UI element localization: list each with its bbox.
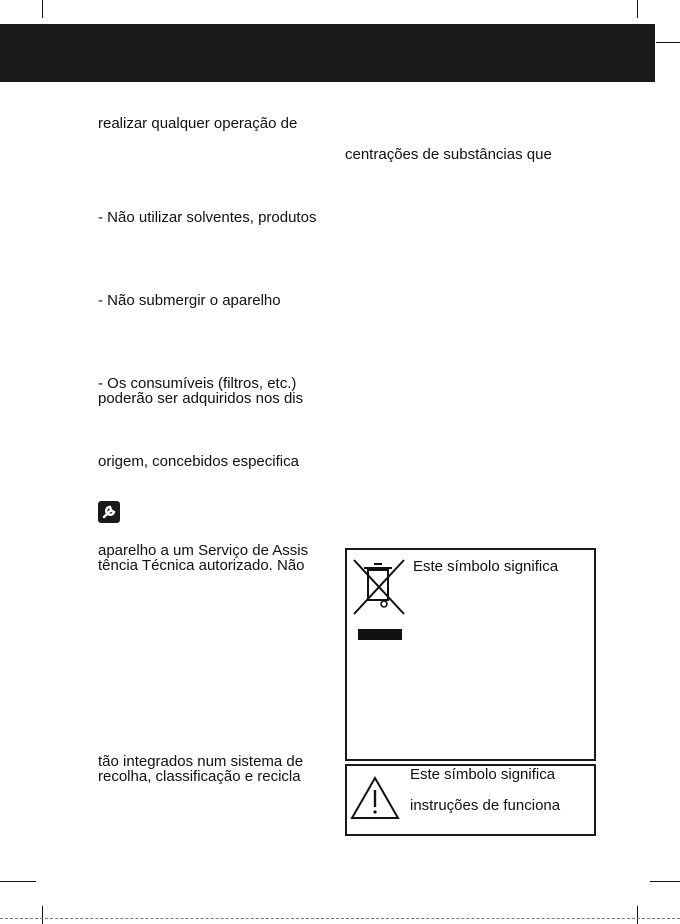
recycle-box-text: Este símbolo significa [413,558,559,575]
text-line: origem, concebidos especifica [98,453,299,470]
crop-mark-bottom-left [42,906,43,924]
text-line: aparelho a um Serviço de Assis [98,542,309,559]
crop-mark-left-bottom [0,881,36,882]
text-line: realizar qualquer operação de [98,115,298,132]
crop-mark-right-bottom [650,881,680,882]
warning-box-text-1: Este símbolo significa [410,766,556,783]
warning-box-text-2: instruções de funciona [410,797,561,814]
text-line: tão integrados num sistema de [98,753,304,770]
text-line: centrações de substâncias que [345,146,552,163]
page-bottom-edge [0,918,680,919]
text-line: poderão ser adquiridos nos dis [98,390,304,407]
crop-mark-top-right [637,0,638,18]
text-line: tência Técnica autorizado. Não [98,557,305,574]
text-line: recolha, classificação e recicla [98,768,301,785]
wrench-icon [98,501,120,523]
header-band [0,24,655,82]
crop-mark-bottom-right [637,906,638,924]
crop-mark-right-top [656,42,680,43]
text-line: - Não utilizar solventes, produtos [98,209,317,226]
solid-bar-icon [358,629,402,640]
text-line: - Não submergir o aparelho [98,292,281,309]
crop-mark-top-left [42,0,43,18]
crossed-wheelie-bin-icon [350,556,408,618]
text-line: - Os consumíveis (filtros, etc.) [98,375,297,392]
warning-triangle-icon [350,776,400,820]
